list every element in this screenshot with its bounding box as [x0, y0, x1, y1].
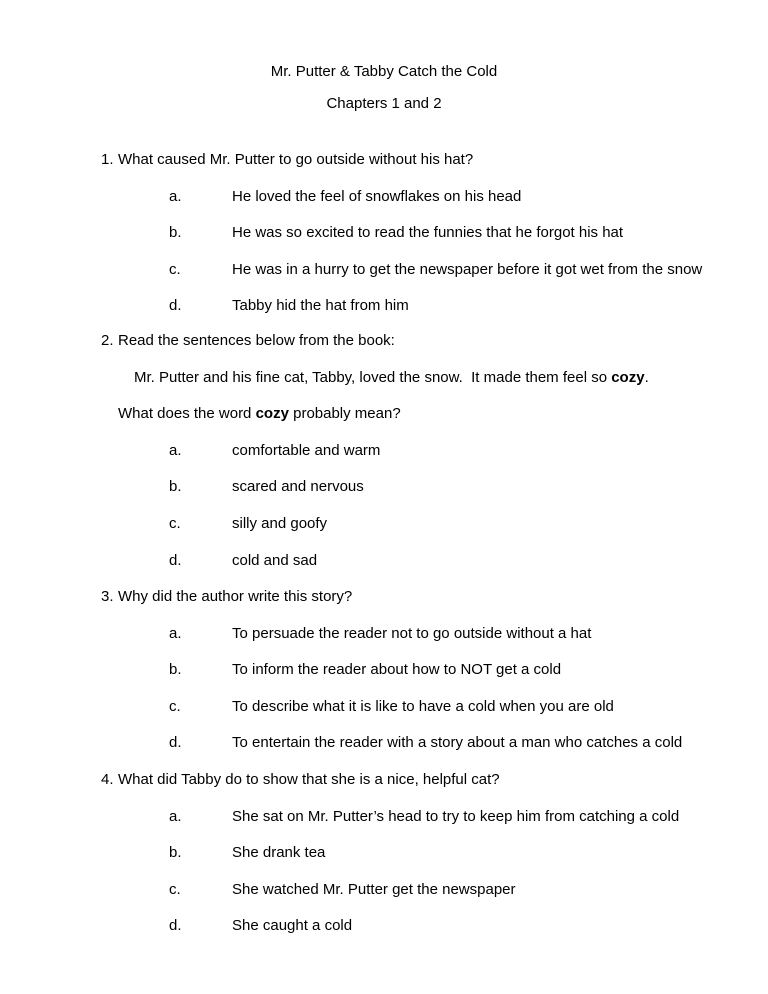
option-letter: c.: [169, 697, 181, 715]
option-letter: a.: [169, 624, 182, 642]
option-letter: d.: [169, 297, 182, 315]
question-1: [101, 151, 473, 169]
option-text: He was in a hurry to get the newspaper before it got wet from the snow: [232, 260, 703, 278]
option-text: She sat on Mr. Putter’s head to try to keep him from catching a cold: [232, 807, 680, 825]
option-text: cold and sad: [232, 551, 318, 569]
question-number: 4.: [101, 771, 114, 788]
option-text: To describe what it is like to have a cold when you are old: [232, 697, 614, 715]
option-letter: b.: [169, 224, 182, 242]
option-text: She caught a cold: [232, 917, 353, 935]
question-text: What caused Mr. Putter to go outside without his hat?: [118, 151, 474, 168]
document-subtitle: Chapters 1 and 2: [326, 95, 442, 112]
quote-text: Mr. Putter and his fine cat, Tabby, loved the snow. It made them feel so: [134, 368, 612, 386]
question-number: 2.: [101, 332, 114, 349]
bold-word: cozy: [611, 368, 645, 386]
option-text: comfortable and warm: [232, 441, 381, 459]
option-text: Tabby hid the hat from him: [232, 297, 409, 315]
option-letter: b.: [169, 844, 182, 862]
option-letter: b.: [169, 478, 182, 496]
question-4: [101, 771, 500, 789]
question-2: [101, 332, 395, 350]
question-text: What did Tabby do to show that she is a nice, helpful cat?: [118, 771, 500, 788]
option-letter: c.: [169, 515, 181, 532]
question-number: 1.: [101, 151, 114, 168]
quote-text: .: [644, 368, 649, 386]
option-text: He loved the feel of snowflakes on his head: [232, 187, 522, 205]
option-text: To entertain the reader with a story about a man who catches a cold: [232, 734, 683, 752]
option-text: silly and goofy: [232, 515, 328, 532]
option-text: She drank tea: [232, 844, 326, 862]
option-letter: b.: [169, 661, 182, 679]
question-text: Why did the author write this story?: [118, 588, 353, 605]
question-3: [101, 588, 352, 606]
option-letter: c.: [169, 260, 181, 278]
option-letter: a.: [169, 441, 182, 459]
option-text: She watched Mr. Putter get the newspaper: [232, 880, 516, 898]
option-letter: d.: [169, 551, 182, 569]
sub-question-text: probably mean?: [288, 405, 401, 423]
sub-question-text: What does the word: [118, 405, 256, 423]
book-quote: [134, 369, 649, 387]
question-number: 3.: [101, 588, 114, 605]
sub-question: [118, 405, 401, 423]
option-text: scared and nervous: [232, 478, 364, 496]
option-letter: a.: [169, 807, 182, 825]
document-title: Mr. Putter & Tabby Catch the Cold: [270, 63, 498, 80]
option-text: To inform the reader about how to NOT get a cold: [232, 661, 562, 679]
option-letter: d.: [169, 917, 182, 935]
bold-word: cozy: [255, 405, 289, 423]
option-letter: c.: [169, 880, 181, 898]
option-letter: d.: [169, 734, 182, 752]
option-text: He was so excited to read the funnies that he forgot his hat: [232, 224, 624, 242]
option-letter: a.: [169, 187, 182, 205]
option-text: To persuade the reader not to go outside without a hat: [232, 624, 592, 642]
question-text: Read the sentences below from the book:: [118, 332, 395, 349]
